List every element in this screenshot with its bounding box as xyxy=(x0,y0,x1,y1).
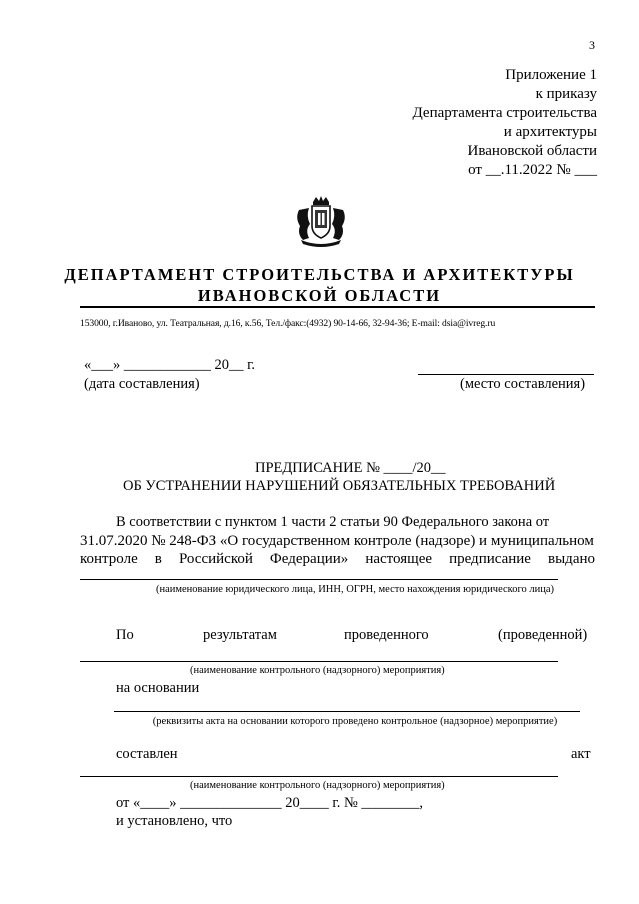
event-caption-2: (наименование контрольного (надзорного) мероприятия) xyxy=(190,780,445,791)
act-label: акт xyxy=(571,746,591,762)
event-caption-1: (наименование контрольного (надзорного) мероприятия) xyxy=(190,665,445,676)
appendix-line: Ивановской области xyxy=(467,143,597,159)
appendix-line: Департамента строительства xyxy=(412,105,597,121)
from-number-line: от «____» ______________ 20____ г. № ________, xyxy=(116,795,424,811)
appendix-line: Приложение 1 xyxy=(505,67,597,83)
event-fill-line-2 xyxy=(80,776,558,777)
on-basis-label: на основании xyxy=(116,680,200,696)
date-caption: (дата составления) xyxy=(84,376,200,392)
department-address: 153000, г.Иваново, ул. Театральная, д.16, к.56, Тел./факс:(4932) 90-14-66, 32-94-36; E-mail: dsia@ivreg.ru xyxy=(80,318,496,329)
department-title-line2: ИВАНОВСКОЙ ОБЛАСТИ xyxy=(197,286,442,305)
act-details-fill-line xyxy=(114,711,580,712)
place-fill-line xyxy=(418,374,594,375)
act-details-caption: (реквизиты акта на основании которого проведено контрольное (надзорное) мероприятие) xyxy=(152,716,558,727)
order-number-title: ПРЕДПИСАНИЕ № ____/20__ xyxy=(255,460,446,476)
composed-label: составлен xyxy=(116,746,178,762)
appendix-line: к приказу xyxy=(535,86,597,102)
appendix-line: и архитектуры xyxy=(503,124,597,140)
page-number: 3 xyxy=(589,38,595,52)
para1-line3: контроле в Российской Федерации» настоящее предписание выдано xyxy=(80,551,595,567)
para1-line2: 31.07.2020 № 248-ФЗ «О государственном контроле (надзоре) и муниципальном xyxy=(80,533,594,549)
appendix-block xyxy=(337,66,597,180)
para1-line1: В соответствии с пунктом 1 части 2 статьи 90 Федерального закона от xyxy=(116,514,550,530)
date-fill-line: «___» ____________ 20__ г. xyxy=(84,357,256,373)
entity-fill-line xyxy=(80,579,558,580)
entity-caption: (наименование юридического лица, ИНН, ОГРН, место нахождения юридического лица) xyxy=(155,584,555,595)
department-title-line1: ДЕПАРТАМЕНТ СТРОИТЕЛЬСТВА И АРХИТЕКТУРЫ xyxy=(64,265,575,284)
place-caption: (место составления) xyxy=(460,376,586,392)
event-fill-line xyxy=(80,661,558,662)
results-word-2: результатам xyxy=(203,627,277,643)
results-word-1: По xyxy=(116,627,134,643)
coat-of-arms-icon xyxy=(291,196,351,248)
results-word-4: (проведенной) xyxy=(498,627,588,643)
order-subject-title: ОБ УСТРАНЕНИИ НАРУШЕНИЙ ОБЯЗАТЕЛЬНЫХ ТРЕБОВАНИЙ xyxy=(123,478,556,494)
established-label: и установлено, что xyxy=(116,813,233,829)
header-divider xyxy=(80,306,595,308)
appendix-line: от __.11.2022 № ___ xyxy=(468,162,597,178)
results-word-3: проведенного xyxy=(344,627,429,643)
